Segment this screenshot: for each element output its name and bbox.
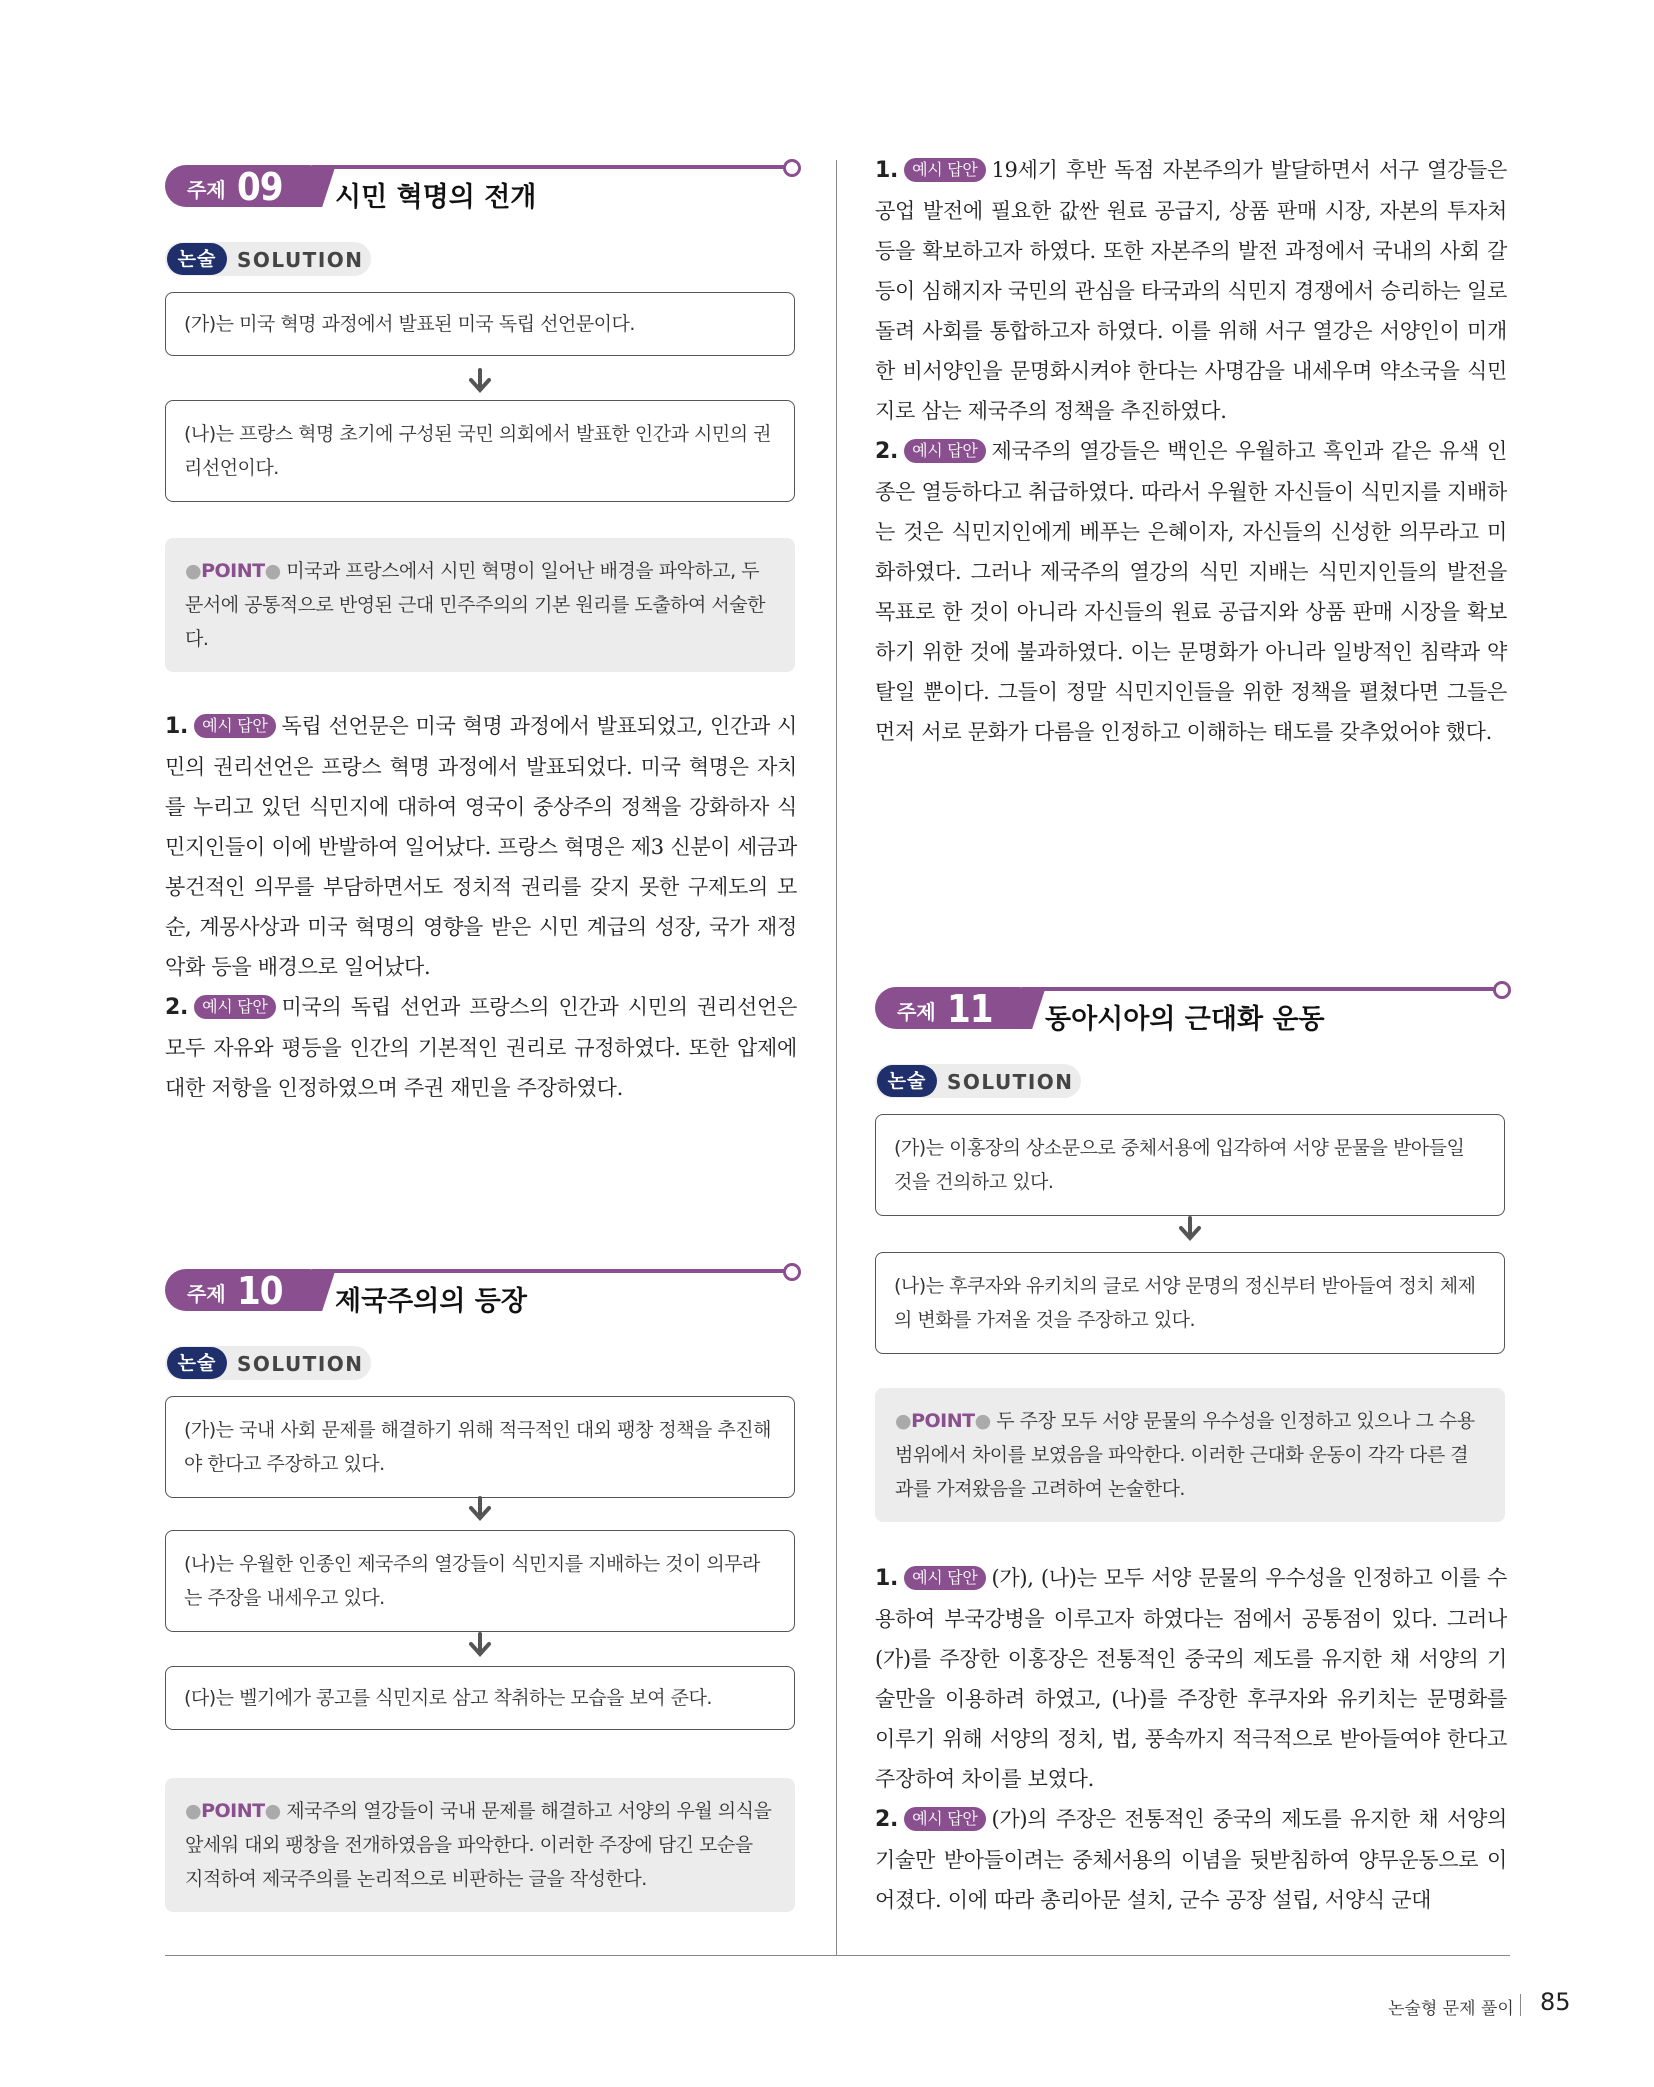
answer-number: 1. xyxy=(875,1566,899,1591)
topic-line-end-icon xyxy=(1493,981,1511,999)
point-label: POINT xyxy=(911,1410,975,1432)
solution-box xyxy=(165,1666,795,1730)
example-answer-badge: 예시 답안 xyxy=(904,439,985,463)
solution-text: SOLUTION xyxy=(947,1070,1074,1094)
solution-box xyxy=(165,1396,795,1498)
point-bullet-icon: ● xyxy=(264,1800,287,1822)
point-text: 두 주장 모두 서양 문물의 우수성을 인정하고 있으나 그 수용 범위에서 차이를 보였음을 파악한다. 이러한 근대화 운동이 각각 다른 결과를 가져왔음을 고려하여 논술한다. xyxy=(895,1410,1475,1500)
answer-number: 1. xyxy=(875,158,899,183)
example-answer-badge: 예시 답안 xyxy=(194,995,275,1019)
nonsul-icon: 논술 xyxy=(877,1065,937,1097)
topic-09-header xyxy=(165,163,801,219)
topic-word: 주제 xyxy=(187,178,226,202)
solution-box-text: (가)는 이홍장의 상소문으로 중체서용에 입각하여 서양 문물을 받아들일 것을 건의하고 있다. xyxy=(894,1137,1465,1193)
point-text: 제국주의 열강들이 국내 문제를 해결하고 서양의 우월 의식을 앞세워 대외 팽창을 전개하였음을 파악한다. 이러한 주장에 담긴 모순을 지적하여 제국주의를 논리적으로 비판하는 글을 작성한다. xyxy=(185,1800,772,1890)
topic-11-header xyxy=(875,985,1511,1041)
topic-line-end-icon xyxy=(783,1263,801,1281)
topic-badge xyxy=(165,1269,315,1311)
topic-line-end-icon xyxy=(783,159,801,177)
answer-item xyxy=(165,987,797,1108)
answer-list xyxy=(875,150,1507,752)
answer-text: (가), (나)는 모두 서양 문물의 우수성을 인정하고 이를 수용하여 부국강병을 이루고자 하였다는 점에서 공통점이 있다. 그러나 (가)를 주장한 이홍장은 전통적인 중국의 제도를 유지한 채 서양의 기술만을 이용하려 하였고, (나)를 주장한 후쿠자와 유키치는 문명화를 이루기 위해 서양의 정치, 법, 풍속까지 적극적으로 받아들여야 한다고 주장하여 차이를 보였다. xyxy=(875,1566,1507,1791)
solution-box xyxy=(875,1252,1505,1354)
answer-number: 2. xyxy=(165,995,189,1020)
point-box xyxy=(165,1778,795,1912)
example-answer-badge: 예시 답안 xyxy=(904,1807,985,1831)
solution-label xyxy=(875,1064,1081,1098)
answer-number: 2. xyxy=(875,1807,899,1832)
topic-badge xyxy=(165,165,315,207)
answer-text: 19세기 후반 독점 자본주의가 발달하면서 서구 열강들은 공업 발전에 필요한 값싼 원료 공급지, 상품 판매 시장, 자본의 투자처 등을 확보하고자 하였다. 또한 자본주의 발전 과정에서 국내의 사회 갈등이 심해지자 국민의 관심을 타국과의 식민지 경쟁에서 승리하는 일로 돌려 사회를 통합하고자 하였다. 이를 위해 서구 열강은 서양인이 미개한 비서양인을 문명화시켜야 한다는 사명감을 내세우며 약소국을 식민지로 삼는 제국주의 정책을 추진하였다. xyxy=(875,158,1507,423)
topic-title: 제국주의의 등장 xyxy=(335,1286,527,1317)
page-number: 85 xyxy=(1540,1988,1571,2016)
answer-item xyxy=(165,706,797,987)
solution-box-text: (가)는 국내 사회 문제를 해결하기 위해 적극적인 대외 팽창 정책을 추진해야 한다고 주장하고 있다. xyxy=(184,1419,771,1475)
answer-text: 제국주의 열강들은 백인은 우월하고 흑인과 같은 유색 인종은 열등하다고 취급하였다. 따라서 우월한 자신들이 식민지를 지배하는 것은 식민지인에게 베푸는 은혜이자, 자신들의 신성한 의무라고 미화하였다. 그러나 제국주의 열강의 식민 지배는 식민지인들의 발전을 목표로 한 것이 아니라 자신들의 원료 공급지와 상품 판매 시장을 확보하기 위한 것에 불과하였다. 이는 문명화가 아니라 일방적인 침략과 약탈일 뿐이다. 그들이 정말 식민지인들을 위한 정책을 펼쳤다면 그들은 먼저 서로 문화가 다름을 인정하고 이해하는 태도를 갖추었어야 했다. xyxy=(875,439,1507,744)
answer-text: (가)의 주장은 전통적인 중국의 제도를 유지한 채 서양의 기술만 받아들이려는 중체서용의 이념을 뒷받침하여 양무운동으로 이어졌다. 이에 따라 총리아문 설치, 군수 공장 설립, 서양식 군대 xyxy=(875,1807,1507,1912)
answer-item xyxy=(875,1558,1507,1799)
answer-item xyxy=(875,1799,1507,1920)
answer-list xyxy=(165,706,797,1108)
arrow-down-icon xyxy=(465,1496,495,1524)
topic-10-header xyxy=(165,1267,801,1323)
example-answer-badge: 예시 답안 xyxy=(194,714,275,738)
solution-label xyxy=(165,1346,371,1380)
topic-line xyxy=(1033,987,1497,991)
solution-text: SOLUTION xyxy=(237,248,364,272)
solution-box-text: (나)는 우월한 인종인 제국주의 열강들이 식민지를 지배하는 것이 의무라는 주장을 내세우고 있다. xyxy=(184,1553,760,1609)
point-box xyxy=(875,1388,1505,1522)
point-text: 미국과 프랑스에서 시민 혁명이 일어난 배경을 파악하고, 두 문서에 공통적으로 반영된 근대 민주주의의 기본 원리를 도출하여 서술한다. xyxy=(185,560,765,650)
footer-rule xyxy=(165,1955,1510,1956)
topic-word: 주제 xyxy=(187,1282,226,1306)
point-bullet-icon: ● xyxy=(264,560,287,582)
topic-line xyxy=(323,1269,787,1273)
solution-label xyxy=(165,242,371,276)
solution-box-text: (나)는 프랑스 혁명 초기에 구성된 국민 의회에서 발표한 인간과 시민의 권리선언이다. xyxy=(184,423,771,479)
nonsul-icon: 논술 xyxy=(167,1347,227,1379)
topic-number: 10 xyxy=(237,1269,283,1313)
answer-text: 독립 선언문은 미국 혁명 과정에서 발표되었고, 인간과 시민의 권리선언은 프랑스 혁명 과정에서 발표되었다. 미국 혁명은 자치를 누리고 있던 식민지에 대하여 영국이 중상주의 정책을 강화하자 식민지인들이 이에 반발하여 일어났다. 프랑스 혁명은 제3 신분이 세금과 봉건적인 의무를 부담하면서도 정치적 권리를 갖지 못한 구제도의 모순, 계몽사상과 미국 혁명의 영향을 받은 시민 계급의 성장, 국가 재정 악화 등을 배경으로 일어났다. xyxy=(165,714,797,979)
answer-number: 2. xyxy=(875,439,899,464)
example-answer-badge: 예시 답안 xyxy=(904,158,985,182)
answer-item xyxy=(875,431,1507,752)
example-answer-badge: 예시 답안 xyxy=(904,1566,985,1590)
topic-title: 시민 혁명의 전개 xyxy=(335,182,537,213)
solution-box-text: (다)는 벨기에가 콩고를 식민지로 삼고 착취하는 모습을 보여 준다. xyxy=(184,1687,712,1709)
point-bullet-icon: ● xyxy=(895,1410,912,1432)
answer-number: 1. xyxy=(165,714,189,739)
answer-list xyxy=(875,1558,1507,1920)
solution-box xyxy=(165,1530,795,1632)
topic-title: 동아시아의 근대화 운동 xyxy=(1045,1004,1325,1035)
footer-section-label: 논술형 문제 풀이 xyxy=(1388,1999,1514,2019)
topic-line xyxy=(323,165,787,169)
topic-word: 주제 xyxy=(897,1000,936,1024)
arrow-down-icon xyxy=(465,368,495,396)
point-bullet-icon: ● xyxy=(974,1410,997,1432)
solution-box-text: (가)는 미국 혁명 과정에서 발표된 미국 독립 선언문이다. xyxy=(184,313,635,335)
solution-box xyxy=(165,400,795,502)
point-box xyxy=(165,538,795,672)
solution-box xyxy=(165,292,795,356)
column-divider xyxy=(836,160,837,1955)
nonsul-icon: 논술 xyxy=(167,243,227,275)
topic-number: 09 xyxy=(237,165,283,209)
point-bullet-icon: ● xyxy=(185,1800,202,1822)
arrow-down-icon xyxy=(1175,1216,1205,1244)
point-label: POINT xyxy=(201,560,265,582)
solution-box-text: (나)는 후쿠자와 유키치의 글로 서양 문명의 정신부터 받아들여 정치 체제의 변화를 가져올 것을 주장하고 있다. xyxy=(894,1275,1476,1331)
footer-separator xyxy=(1520,1994,1521,2016)
answer-item xyxy=(875,150,1507,431)
point-bullet-icon: ● xyxy=(185,560,202,582)
answer-text: 미국의 독립 선언과 프랑스의 인간과 시민의 권리선언은 모두 자유와 평등을 인간의 기본적인 권리로 규정하였다. 또한 압제에 대한 저항을 인정하였으며 주권 재민을 주장하였다. xyxy=(165,995,797,1100)
arrow-down-icon xyxy=(465,1632,495,1660)
solution-box xyxy=(875,1114,1505,1216)
topic-number: 11 xyxy=(947,987,993,1031)
topic-badge xyxy=(875,987,1025,1029)
point-label: POINT xyxy=(201,1800,265,1822)
solution-text: SOLUTION xyxy=(237,1352,364,1376)
